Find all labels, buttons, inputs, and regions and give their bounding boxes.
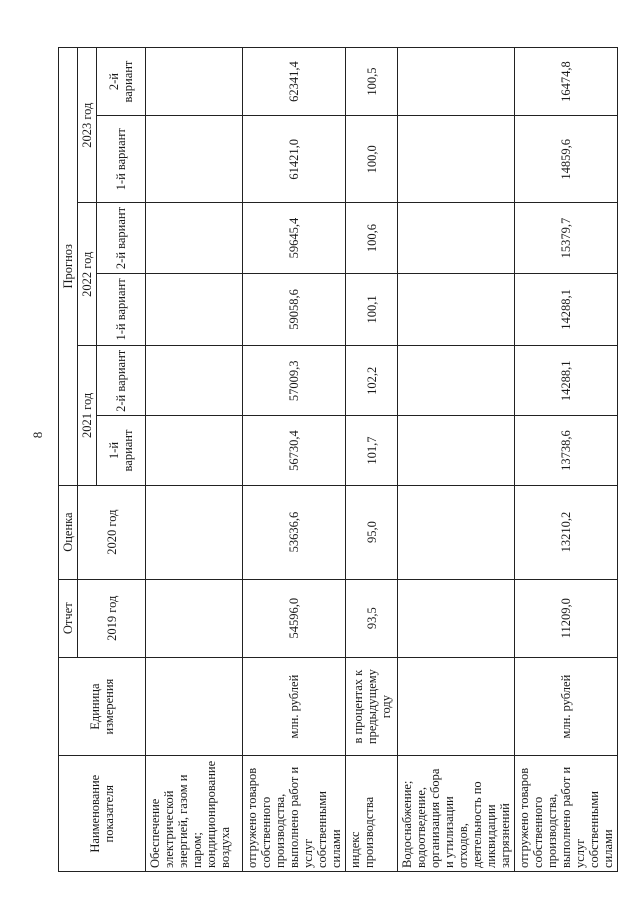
row-name: отгружено товаров собственного производства, выполнено работ и услуг собственными силами	[243, 756, 346, 872]
cell-value: 100,6	[346, 203, 398, 273]
cell-value	[398, 416, 515, 485]
cell-value: 13738,6	[515, 416, 618, 485]
cell-value: 95,0	[346, 485, 398, 579]
row-name: Водоснабжение; водоотведение, организация сбора и утилизации отходов, деятельность по ликвидации загрязнений	[398, 756, 515, 872]
cell-value: 54596,0	[243, 579, 346, 657]
cell-value: 14859,6	[515, 116, 618, 203]
cell-value: 16474,8	[515, 48, 618, 116]
cell-value: 15379,7	[515, 203, 618, 273]
cell-value	[398, 48, 515, 116]
cell-value	[146, 416, 243, 485]
cell-value: 53636,6	[243, 485, 346, 579]
cell-value	[146, 116, 243, 203]
cell-value: 57009,3	[243, 346, 346, 416]
cell-value: 100,5	[346, 48, 398, 116]
header-estimate-year: 2020 год	[78, 485, 146, 579]
header-variant-1: 1-й вариант	[97, 116, 146, 203]
cell-value	[398, 203, 515, 273]
header-report: Отчет	[59, 579, 78, 657]
header-year-2022: 2022 год	[78, 203, 97, 346]
cell-value: 13210,2	[515, 485, 618, 579]
cell-value: 14288,1	[515, 273, 618, 346]
row-unit	[398, 657, 515, 756]
cell-value: 101,7	[346, 416, 398, 485]
header-year-2021: 2021 год	[78, 346, 97, 485]
header-year-2023: 2023 год	[78, 48, 97, 203]
page-number: 8	[30, 431, 45, 439]
cell-value	[146, 579, 243, 657]
row-unit: млн. рублей	[243, 657, 346, 756]
cell-value: 102,2	[346, 346, 398, 416]
header-variant-2: 2-й вариант	[97, 48, 146, 116]
cell-value: 93,5	[346, 579, 398, 657]
cell-value: 11209,0	[515, 579, 618, 657]
cell-value: 59645,4	[243, 203, 346, 273]
rotated-table-container	[58, 47, 615, 872]
forecast-table	[58, 47, 618, 872]
header-forecast: Прогноз	[59, 48, 78, 486]
table-row	[243, 48, 346, 872]
cell-value	[398, 273, 515, 346]
table-row	[515, 48, 618, 872]
row-unit: млн. рублей	[515, 657, 618, 756]
cell-value	[398, 116, 515, 203]
cell-value: 61421,0	[243, 116, 346, 203]
cell-value	[398, 346, 515, 416]
cell-value: 100,0	[346, 116, 398, 203]
header-name: Наименование показателя	[59, 756, 146, 872]
header-variant-1: 1-й вариант	[97, 416, 146, 485]
table-row	[346, 48, 398, 872]
header-variant-2: 2-й вариант	[97, 203, 146, 273]
cell-value: 100,1	[346, 273, 398, 346]
cell-value	[146, 203, 243, 273]
header-report-year: 2019 год	[78, 579, 146, 657]
cell-value	[146, 346, 243, 416]
table-row	[146, 48, 243, 872]
header-variant-1: 1-й вариант	[97, 273, 146, 346]
row-name: Обеспечение электрической энергией, газом и паром; кондиционирование воздуха	[146, 756, 243, 872]
cell-value	[398, 485, 515, 579]
row-name: индекс производства	[346, 756, 398, 872]
row-unit	[146, 657, 243, 756]
row-name: отгружено товаров собственного производства, выполнено работ и услуг собственными силами	[515, 756, 618, 872]
cell-value	[146, 485, 243, 579]
table-row	[398, 48, 515, 872]
cell-value	[146, 273, 243, 346]
cell-value: 59058,6	[243, 273, 346, 346]
header-estimate: Оценка	[59, 485, 78, 579]
cell-value: 56730,4	[243, 416, 346, 485]
header-unit: Единица измерения	[59, 657, 146, 756]
cell-value: 62341,4	[243, 48, 346, 116]
cell-value	[146, 48, 243, 116]
cell-value: 14288,1	[515, 346, 618, 416]
header-variant-2: 2-й вариант	[97, 346, 146, 416]
cell-value	[398, 579, 515, 657]
row-unit: в процентах к предыдущему году	[346, 657, 398, 756]
